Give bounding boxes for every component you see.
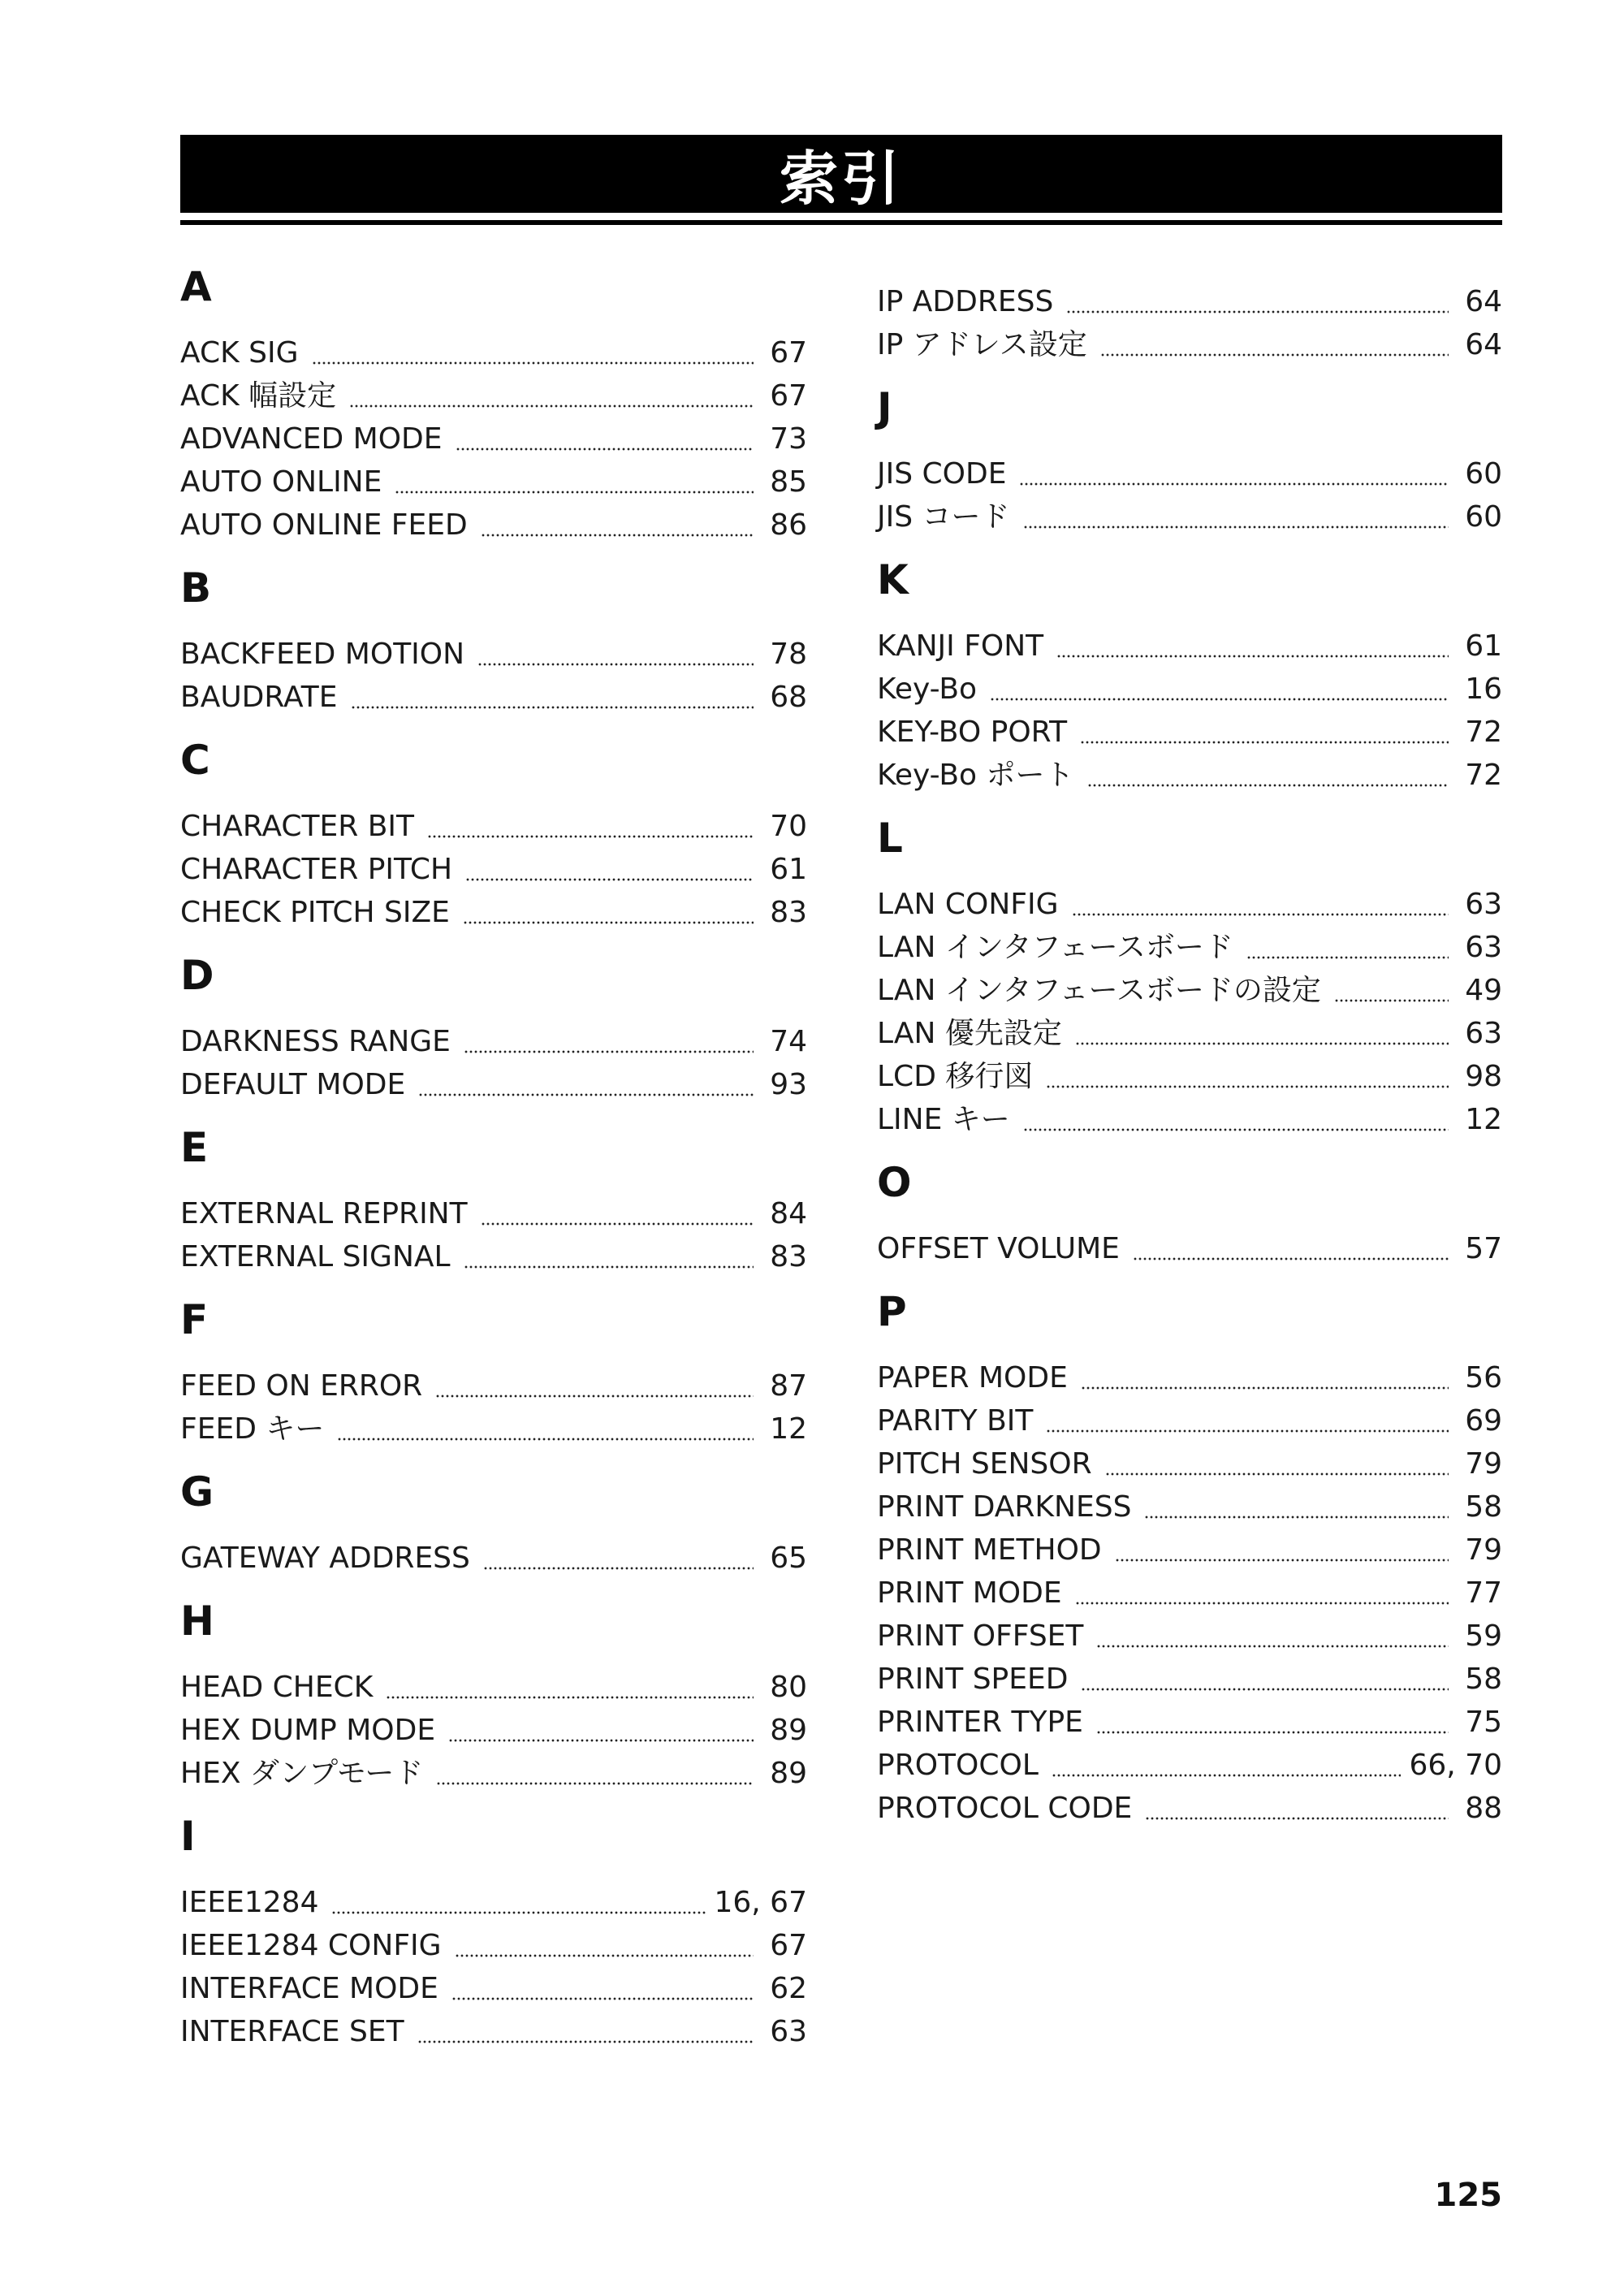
- dot-leader: [418, 1093, 754, 1096]
- entry-term: PITCH SENSOR: [877, 1447, 1092, 1481]
- entry-pages: 79: [1465, 1533, 1502, 1567]
- entry-term: PRINT METHOD: [877, 1533, 1102, 1567]
- dot-leader: [427, 835, 754, 838]
- entry-pages: 67: [770, 1929, 807, 1962]
- entry-pages: 73: [770, 422, 807, 456]
- index-section: [180, 737, 807, 934]
- dot-leader: [1115, 1559, 1449, 1562]
- dot-leader: [1023, 1128, 1449, 1131]
- index-entry: [180, 1235, 807, 1278]
- index-entry: [877, 754, 1502, 797]
- entry-pages: 78: [770, 638, 807, 671]
- entry-pages: 16, 67: [714, 1886, 807, 1919]
- entry-pages: 80: [770, 1671, 807, 1704]
- dot-leader: [464, 1265, 754, 1269]
- dot-leader: [1052, 1774, 1402, 1777]
- entry-term: FEED キー: [180, 1412, 325, 1446]
- index-entry: [877, 1227, 1502, 1270]
- index-entry: [877, 1572, 1502, 1615]
- entry-pages: 57: [1465, 1232, 1502, 1265]
- entry-pages: 56: [1465, 1361, 1502, 1394]
- entry-pages: 85: [770, 465, 807, 499]
- dot-leader: [1075, 1042, 1449, 1045]
- entry-term: LAN インタフェースボードの設定: [877, 974, 1321, 1007]
- entry-pages: 65: [770, 1541, 807, 1575]
- entry-pages: 77: [1465, 1576, 1502, 1610]
- entry-term: PRINT SPEED: [877, 1663, 1069, 1696]
- index-section: [180, 1468, 807, 1580]
- index-section: [180, 1813, 807, 2053]
- entry-term: ACK 幅設定: [180, 379, 337, 413]
- entry-pages: 63: [1465, 931, 1502, 964]
- index-entry: [877, 625, 1502, 668]
- section-letter: D: [180, 952, 214, 999]
- index-entry: [877, 1529, 1502, 1572]
- index-entry: [180, 1537, 807, 1580]
- title-rule: [180, 220, 1502, 225]
- index-section: [877, 556, 1502, 797]
- index-entry: [877, 1615, 1502, 1658]
- dot-leader: [1023, 525, 1449, 529]
- entry-term: KEY-BO PORT: [877, 716, 1068, 749]
- dot-leader: [1046, 1085, 1449, 1088]
- entry-term: PROTOCOL: [877, 1749, 1039, 1782]
- dot-leader: [1133, 1257, 1449, 1260]
- dot-leader: [1046, 1429, 1449, 1433]
- dot-leader: [990, 698, 1449, 701]
- dot-leader: [1075, 1602, 1449, 1605]
- index-entry: [180, 1709, 807, 1752]
- section-letter: P: [877, 1288, 907, 1335]
- index-entry: [180, 1924, 807, 1967]
- entry-pages: 83: [770, 896, 807, 929]
- entry-pages: 93: [770, 1068, 807, 1101]
- dot-leader: [465, 878, 754, 881]
- dot-leader: [1087, 784, 1449, 787]
- entry-pages: 67: [770, 336, 807, 370]
- index-section: [180, 1598, 807, 1795]
- section-letter: G: [180, 1468, 214, 1516]
- entry-term: BAUDRATE: [180, 681, 338, 714]
- index-entry: [180, 633, 807, 676]
- dot-leader: [349, 404, 754, 408]
- dot-leader: [1080, 741, 1449, 744]
- title-bar: [180, 135, 1502, 213]
- entry-term: Key-Bo: [877, 672, 978, 706]
- entry-pages: 12: [770, 1412, 807, 1446]
- index-entry: [180, 1020, 807, 1063]
- index-entry: [180, 1881, 807, 1924]
- index-entry: [180, 460, 807, 504]
- entry-pages: 66, 70: [1409, 1749, 1502, 1782]
- entry-term: PROTOCOL CODE: [877, 1792, 1133, 1825]
- index-entry: [180, 374, 807, 417]
- entry-term: PRINTER TYPE: [877, 1706, 1083, 1739]
- entry-term: IP ADDRESS: [877, 285, 1054, 318]
- entry-pages: 69: [1465, 1404, 1502, 1438]
- entry-pages: 64: [1465, 328, 1502, 361]
- dot-leader: [1100, 353, 1449, 357]
- entry-term: FEED ON ERROR: [180, 1369, 423, 1403]
- page-title: 索引: [779, 145, 903, 213]
- dot-leader: [1056, 655, 1449, 658]
- index-entry: [877, 1658, 1502, 1701]
- dot-leader: [1144, 1516, 1449, 1519]
- entry-term: PRINT MODE: [877, 1576, 1062, 1610]
- section-letter: H: [180, 1598, 214, 1645]
- entry-pages: 60: [1465, 500, 1502, 534]
- entry-term: DEFAULT MODE: [180, 1068, 406, 1101]
- entry-pages: 49: [1465, 974, 1502, 1007]
- index-entry: [877, 1399, 1502, 1442]
- index-column-right: [877, 280, 1502, 1851]
- dot-leader: [1246, 956, 1449, 959]
- entry-term: DARKNESS RANGE: [180, 1025, 451, 1058]
- entry-term: INTERFACE MODE: [180, 1972, 438, 2005]
- entry-term: Key-Bo ポート: [877, 759, 1074, 792]
- index-section: [180, 1296, 807, 1451]
- index-entry: [877, 668, 1502, 711]
- entry-term: EXTERNAL REPRINT: [180, 1197, 468, 1230]
- dot-leader: [386, 1696, 754, 1699]
- section-letter: K: [877, 556, 909, 603]
- entry-pages: 63: [1465, 888, 1502, 921]
- dot-leader: [481, 1222, 754, 1226]
- dot-leader: [483, 1567, 754, 1570]
- entry-term: LINE キー: [877, 1103, 1010, 1136]
- entry-term: IEEE1284: [180, 1886, 319, 1919]
- entry-pages: 84: [770, 1197, 807, 1230]
- entry-pages: 89: [770, 1714, 807, 1747]
- entry-pages: 60: [1465, 457, 1502, 491]
- index-section: [877, 384, 1502, 538]
- entry-term: CHARACTER BIT: [180, 810, 415, 843]
- index-column-left: [180, 260, 807, 2074]
- index-entry: [877, 883, 1502, 926]
- entry-term: CHARACTER PITCH: [180, 853, 453, 886]
- index-entry: [877, 280, 1502, 323]
- entry-pages: 87: [770, 1369, 807, 1403]
- index-entry: [877, 1744, 1502, 1787]
- section-letter: B: [180, 564, 212, 612]
- entry-pages: 58: [1465, 1490, 1502, 1524]
- entry-term: BACKFEED MOTION: [180, 638, 465, 671]
- entry-pages: 62: [770, 1972, 807, 2005]
- section-letter: O: [877, 1159, 912, 1206]
- section-letter: A: [180, 263, 212, 310]
- dot-leader: [337, 1438, 754, 1441]
- entry-term: ADVANCED MODE: [180, 422, 443, 456]
- index-entry: [180, 2010, 807, 2053]
- entry-term: INTERFACE SET: [180, 2015, 404, 2048]
- entry-term: LCD 移行図: [877, 1060, 1034, 1093]
- index-entry: [877, 452, 1502, 495]
- index-entry: [180, 1063, 807, 1106]
- entry-term: JIS コード: [877, 500, 1010, 534]
- index-entry: [877, 1701, 1502, 1744]
- dot-leader: [1072, 913, 1449, 916]
- entry-term: AUTO ONLINE: [180, 465, 382, 499]
- dot-leader: [1105, 1472, 1449, 1476]
- dot-leader: [351, 706, 754, 709]
- index-entry: [180, 417, 807, 460]
- dot-leader: [1334, 999, 1449, 1002]
- entry-term: HEX DUMP MODE: [180, 1714, 436, 1747]
- entry-term: LAN インタフェースボード: [877, 931, 1233, 964]
- dot-leader: [448, 1739, 754, 1742]
- index-section: [877, 815, 1502, 1141]
- index-section: [180, 1124, 807, 1278]
- dot-leader: [395, 491, 754, 494]
- dot-leader: [1096, 1645, 1449, 1648]
- entry-term: ACK SIG: [180, 336, 299, 370]
- entry-term: IEEE1284 CONFIG: [180, 1929, 442, 1962]
- index-entry: [180, 805, 807, 848]
- entry-pages: 70: [770, 810, 807, 843]
- entry-term: PAPER MODE: [877, 1361, 1068, 1394]
- entry-pages: 86: [770, 508, 807, 542]
- index-entry: [180, 848, 807, 891]
- entry-pages: 68: [770, 681, 807, 714]
- dot-leader: [464, 1050, 754, 1053]
- entry-pages: 61: [770, 853, 807, 886]
- index-entry: [180, 891, 807, 934]
- index-entry: [877, 969, 1502, 1012]
- index-entry: [180, 1364, 807, 1407]
- entry-pages: 75: [1465, 1706, 1502, 1739]
- entry-pages: 59: [1465, 1619, 1502, 1653]
- index-entry: [180, 331, 807, 374]
- dot-leader: [1096, 1731, 1449, 1734]
- dot-leader: [417, 2040, 754, 2043]
- entry-pages: 79: [1465, 1447, 1502, 1481]
- entry-term: GATEWAY ADDRESS: [180, 1541, 470, 1575]
- entry-pages: 63: [770, 2015, 807, 2048]
- entry-pages: 72: [1465, 759, 1502, 792]
- entry-term: JIS CODE: [877, 457, 1007, 491]
- entry-term: EXTERNAL SIGNAL: [180, 1240, 451, 1273]
- entry-pages: 83: [770, 1240, 807, 1273]
- index-entry: [180, 1752, 807, 1795]
- index-entry: [877, 1356, 1502, 1399]
- index-entry: [180, 1192, 807, 1235]
- index-entry: [877, 323, 1502, 366]
- entry-term: OFFSET VOLUME: [877, 1232, 1120, 1265]
- entry-pages: 64: [1465, 285, 1502, 318]
- dot-leader: [435, 1394, 754, 1398]
- index-section: [877, 1159, 1502, 1270]
- index-entry: [180, 1666, 807, 1709]
- section-letter: E: [180, 1124, 209, 1171]
- dot-leader: [1081, 1688, 1449, 1691]
- dot-leader: [1145, 1817, 1449, 1820]
- entry-pages: 63: [1465, 1017, 1502, 1050]
- entry-pages: 12: [1465, 1103, 1502, 1136]
- entry-term: KANJI FONT: [877, 629, 1044, 663]
- dot-leader: [477, 663, 754, 666]
- index-section: [180, 952, 807, 1106]
- index-entry: [877, 1098, 1502, 1141]
- index-entry: [877, 926, 1502, 969]
- page-number: 125: [1434, 2177, 1502, 2214]
- entry-term: PARITY BIT: [877, 1404, 1034, 1438]
- index-entry: [877, 1787, 1502, 1830]
- dot-leader: [312, 361, 754, 365]
- entry-term: HEX ダンプモード: [180, 1757, 424, 1790]
- index-entry: [877, 1485, 1502, 1529]
- entry-term: LAN 優先設定: [877, 1017, 1062, 1050]
- dot-leader: [1081, 1386, 1449, 1390]
- entry-term: AUTO ONLINE FEED: [180, 508, 468, 542]
- entry-term: PRINT OFFSET: [877, 1619, 1084, 1653]
- dot-leader: [456, 448, 754, 451]
- index-section: [180, 263, 807, 547]
- entry-pages: 16: [1465, 672, 1502, 706]
- index-section: [180, 564, 807, 719]
- entry-pages: 89: [770, 1757, 807, 1790]
- dot-leader: [1019, 482, 1449, 486]
- dot-leader: [463, 921, 754, 924]
- entry-pages: 67: [770, 379, 807, 413]
- section-letter: F: [180, 1296, 209, 1343]
- section-letter: I: [180, 1813, 196, 1860]
- index-entry: [877, 711, 1502, 754]
- entry-term: HEAD CHECK: [180, 1671, 374, 1704]
- entry-term: CHECK PITCH SIZE: [180, 896, 450, 929]
- dot-leader: [481, 534, 754, 537]
- section-letter: L: [877, 815, 903, 862]
- index-entry: [180, 1967, 807, 2010]
- index-entry: [877, 1012, 1502, 1055]
- entry-term: PRINT DARKNESS: [877, 1490, 1132, 1524]
- entry-pages: 61: [1465, 629, 1502, 663]
- index-entry: [877, 1442, 1502, 1485]
- index-entry: [180, 504, 807, 547]
- index-section: [877, 280, 1502, 366]
- dot-leader: [455, 1954, 754, 1957]
- index-entry: [180, 1407, 807, 1451]
- entry-pages: 88: [1465, 1792, 1502, 1825]
- index-entry: [180, 676, 807, 719]
- index-entry: [877, 495, 1502, 538]
- entry-pages: 58: [1465, 1663, 1502, 1696]
- entry-pages: 98: [1465, 1060, 1502, 1093]
- dot-leader: [1066, 310, 1449, 313]
- entry-term: IP アドレス設定: [877, 328, 1087, 361]
- dot-leader: [436, 1782, 754, 1785]
- dot-leader: [331, 1911, 706, 1914]
- index-entry: [877, 1055, 1502, 1098]
- dot-leader: [451, 1997, 754, 2000]
- entry-term: LAN CONFIG: [877, 888, 1059, 921]
- entry-pages: 72: [1465, 716, 1502, 749]
- entry-pages: 74: [770, 1025, 807, 1058]
- section-letter: J: [877, 384, 892, 431]
- section-letter: C: [180, 737, 210, 784]
- index-section: [877, 1288, 1502, 1830]
